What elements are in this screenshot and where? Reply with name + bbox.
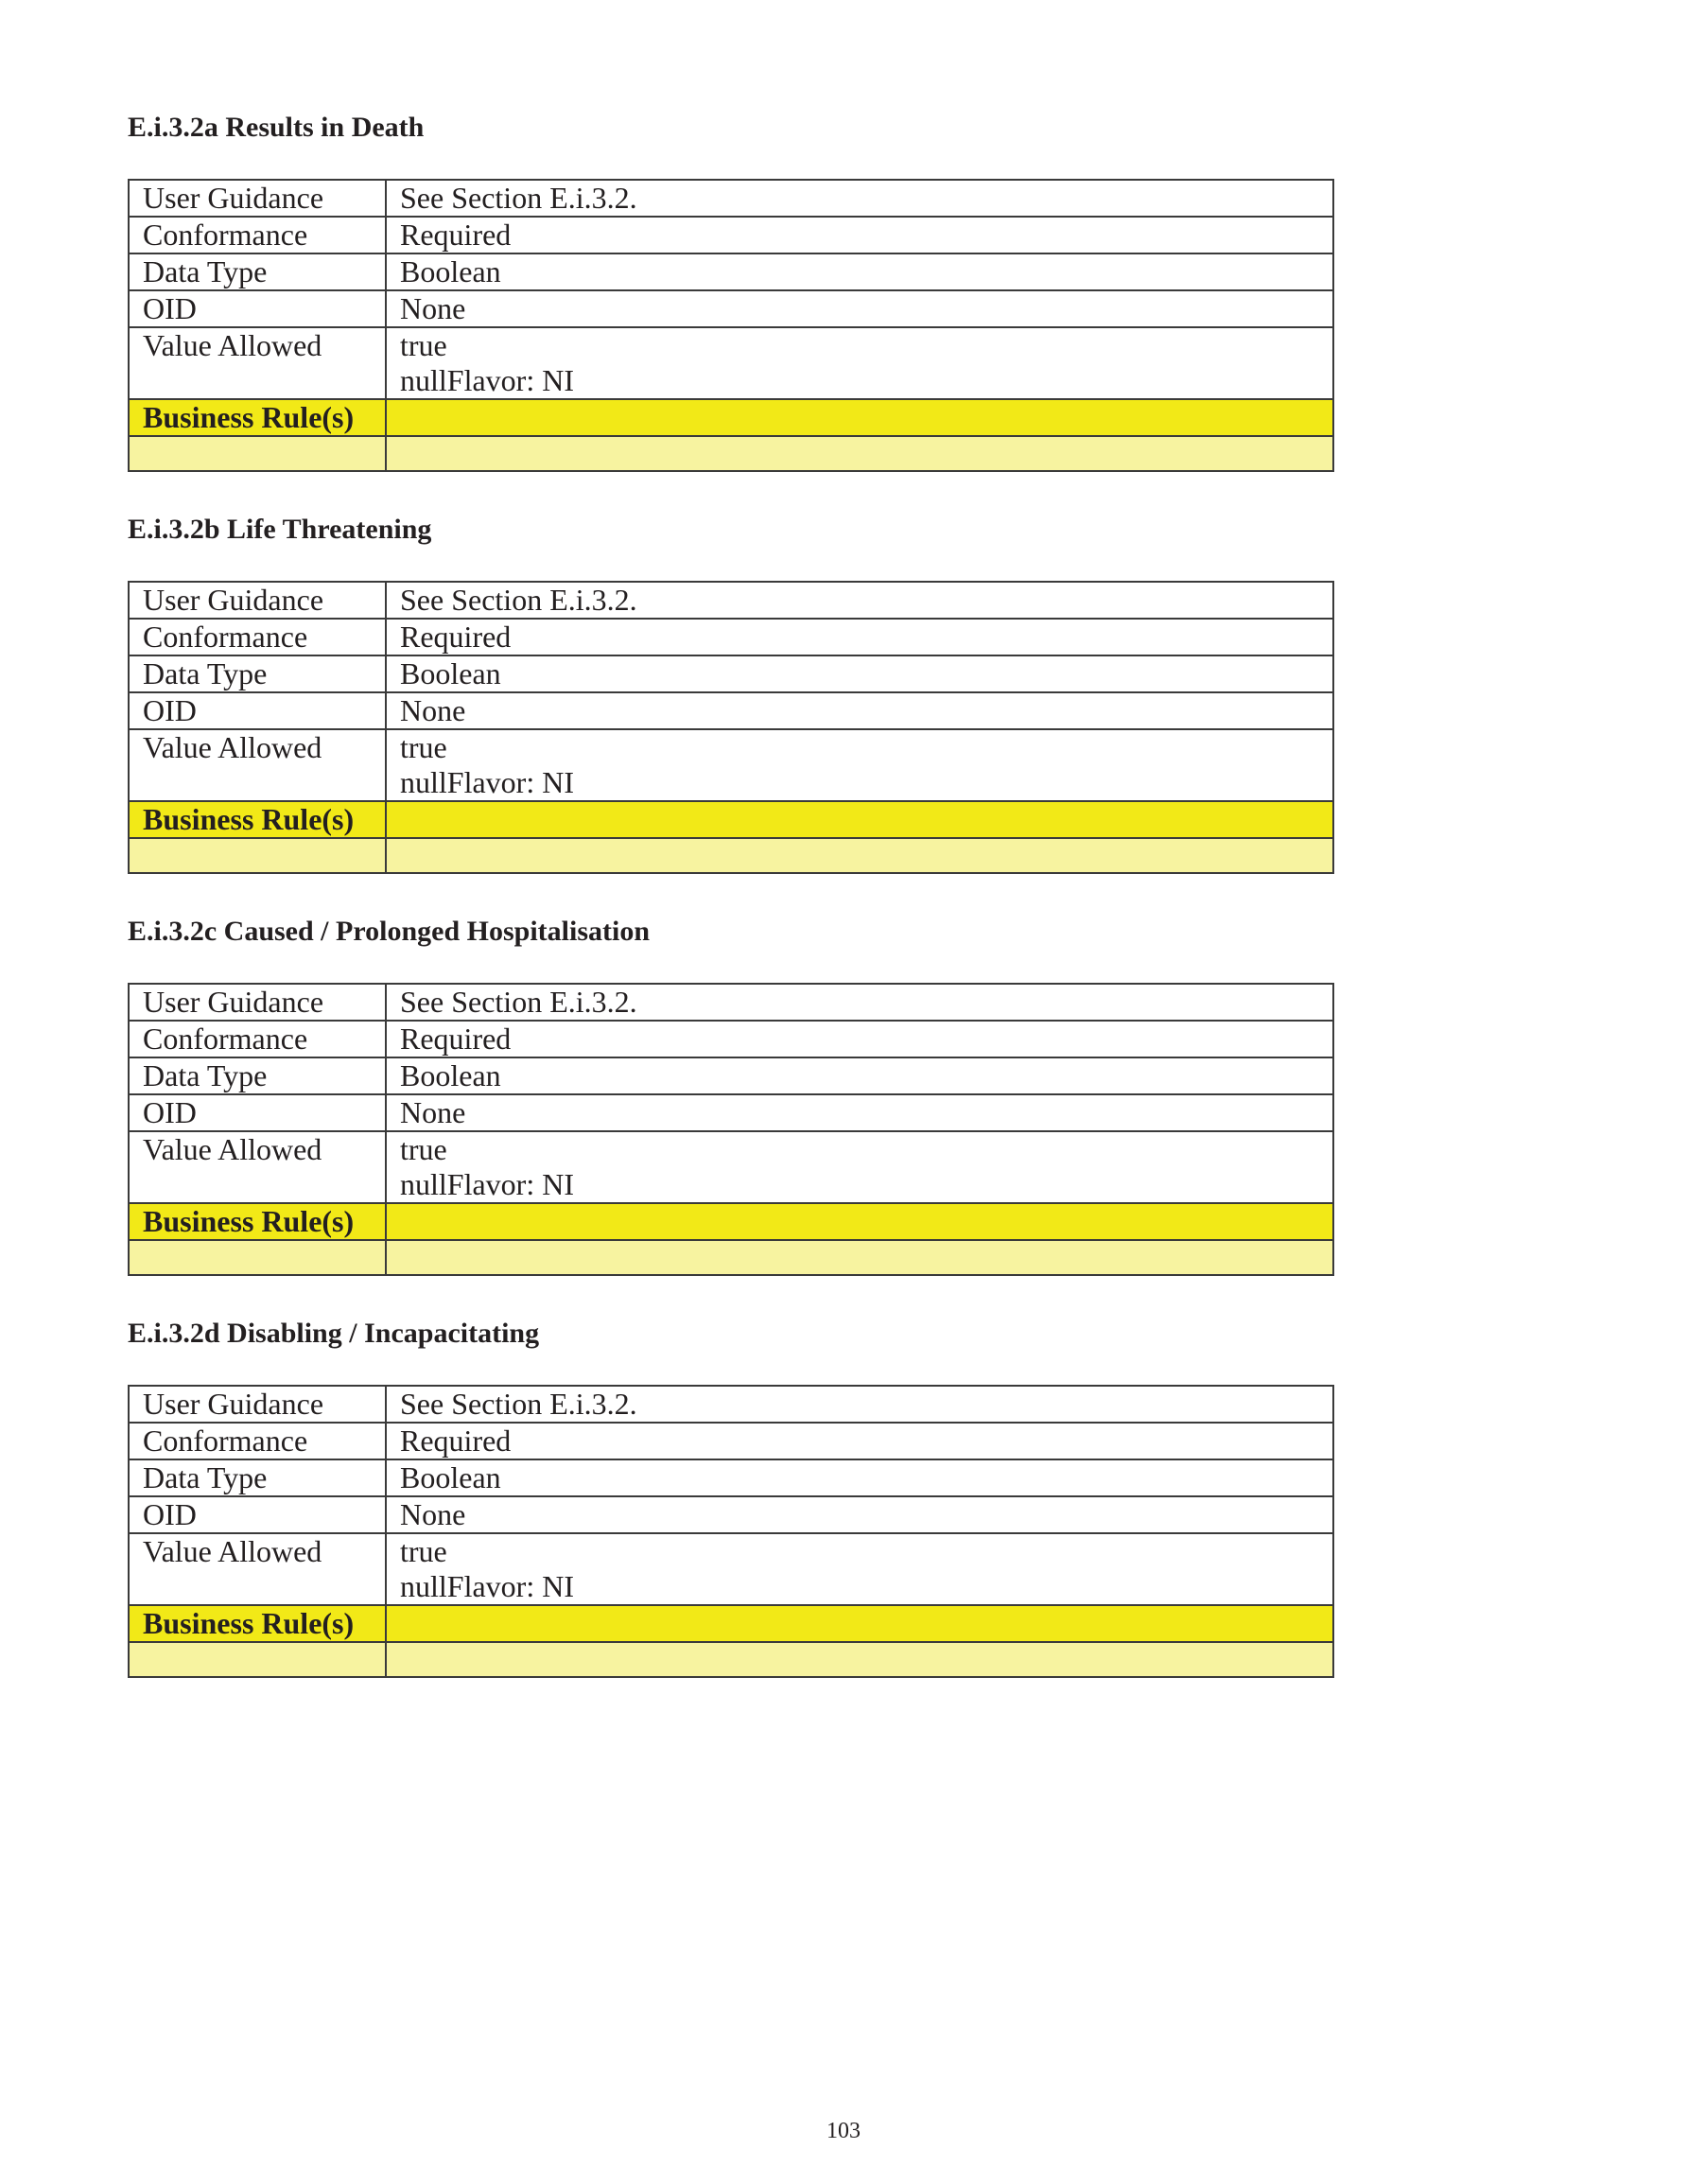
table-row-data-type: [129, 655, 1333, 692]
business-rules-header-cell: [386, 801, 1333, 838]
row-value: See Section E.i.3.2.: [386, 1386, 1333, 1423]
allowed-value: nullFlavor: NI: [400, 1569, 574, 1603]
business-rules-empty-cell: [386, 1240, 1333, 1275]
table-row-business-rules-content: [129, 436, 1333, 471]
allowed-value: true: [400, 1534, 447, 1568]
row-label: Conformance: [129, 619, 386, 655]
table-row-value-allowed: [129, 729, 1333, 801]
section-heading: E.i.3.2d Disabling / Incapacitating: [128, 1318, 540, 1349]
business-rules-label: Business Rule(s): [129, 399, 386, 436]
row-value: None: [386, 1094, 1333, 1131]
row-label: Value Allowed: [129, 1533, 386, 1605]
row-value: Boolean: [386, 1459, 1333, 1496]
allowed-value: nullFlavor: NI: [400, 765, 574, 799]
field-specification-table: [128, 179, 1334, 472]
table-row-oid: [129, 1496, 1333, 1533]
row-label: Value Allowed: [129, 1131, 386, 1203]
table-row-business-rules-header: [129, 1605, 1333, 1642]
business-rules-header-cell: [386, 1605, 1333, 1642]
table-row-conformance: [129, 217, 1333, 253]
table-row-oid: [129, 290, 1333, 327]
row-value: See Section E.i.3.2.: [386, 582, 1333, 619]
row-label: Data Type: [129, 655, 386, 692]
row-label: User Guidance: [129, 582, 386, 619]
row-label: Data Type: [129, 1057, 386, 1094]
table-row-business-rules-header: [129, 1203, 1333, 1240]
business-rules-header-cell: [386, 399, 1333, 436]
row-value: [386, 1533, 1333, 1605]
section-results-in-death: [128, 106, 1329, 434]
row-label: Value Allowed: [129, 729, 386, 801]
row-value: Boolean: [386, 1057, 1333, 1094]
business-rules-empty-cell: [386, 838, 1333, 873]
table-row-business-rules-header: [129, 399, 1333, 436]
row-value: None: [386, 692, 1333, 729]
row-label: Data Type: [129, 253, 386, 290]
table-row-conformance: [129, 1021, 1333, 1057]
section-heading: E.i.3.2a Results in Death: [128, 112, 425, 143]
section-heading: E.i.3.2c Caused / Prolonged Hospitalisation: [128, 916, 651, 947]
row-value: See Section E.i.3.2.: [386, 180, 1333, 217]
row-label: OID: [129, 290, 386, 327]
table-row-oid: [129, 1094, 1333, 1131]
row-value: Required: [386, 619, 1333, 655]
table-row-data-type: [129, 1057, 1333, 1094]
row-label: User Guidance: [129, 1386, 386, 1423]
table-row-data-type: [129, 1459, 1333, 1496]
row-label: Conformance: [129, 217, 386, 253]
row-label: Conformance: [129, 1021, 386, 1057]
allowed-value: true: [400, 328, 447, 362]
allowed-value: true: [400, 730, 447, 764]
row-value: [386, 327, 1333, 399]
business-rules-empty-cell: [129, 838, 386, 873]
field-specification-table: [128, 581, 1334, 874]
row-label: User Guidance: [129, 984, 386, 1021]
field-specification-table: [128, 983, 1334, 1276]
business-rules-label: Business Rule(s): [129, 1203, 386, 1240]
row-label: User Guidance: [129, 180, 386, 217]
table-row-business-rules-header: [129, 801, 1333, 838]
table-row-user-guidance: [129, 180, 1333, 217]
row-value: Boolean: [386, 253, 1333, 290]
row-value: Required: [386, 1021, 1333, 1057]
row-value: Required: [386, 217, 1333, 253]
table-row-value-allowed: [129, 1533, 1333, 1605]
section-life-threatening: [128, 508, 1329, 836]
row-value: Required: [386, 1423, 1333, 1459]
business-rules-empty-cell: [129, 1240, 386, 1275]
row-value: None: [386, 1496, 1333, 1533]
table-row-user-guidance: [129, 984, 1333, 1021]
business-rules-label: Business Rule(s): [129, 801, 386, 838]
section-heading: E.i.3.2b Life Threatening: [128, 514, 432, 545]
business-rules-label: Business Rule(s): [129, 1605, 386, 1642]
allowed-value: nullFlavor: NI: [400, 363, 574, 397]
table-row-oid: [129, 692, 1333, 729]
table-row-conformance: [129, 619, 1333, 655]
table-row-user-guidance: [129, 582, 1333, 619]
table-row-user-guidance: [129, 1386, 1333, 1423]
field-specification-table: [128, 1385, 1334, 1678]
table-row-value-allowed: [129, 327, 1333, 399]
row-value: Boolean: [386, 655, 1333, 692]
business-rules-empty-cell: [386, 1642, 1333, 1677]
section-caused-prolonged-hospitalisation: [128, 910, 1329, 1238]
business-rules-empty-cell: [386, 436, 1333, 471]
row-value: See Section E.i.3.2.: [386, 984, 1333, 1021]
table-row-business-rules-content: [129, 1240, 1333, 1275]
table-row-business-rules-content: [129, 1642, 1333, 1677]
table-row-conformance: [129, 1423, 1333, 1459]
row-label: OID: [129, 692, 386, 729]
business-rules-empty-cell: [129, 436, 386, 471]
row-label: OID: [129, 1094, 386, 1131]
business-rules-header-cell: [386, 1203, 1333, 1240]
section-disabling-incapacitating: [128, 1312, 1329, 1640]
row-label: OID: [129, 1496, 386, 1533]
table-row-data-type: [129, 253, 1333, 290]
business-rules-empty-cell: [129, 1642, 386, 1677]
row-value: [386, 1131, 1333, 1203]
row-label: Value Allowed: [129, 327, 386, 399]
row-value: None: [386, 290, 1333, 327]
table-row-value-allowed: [129, 1131, 1333, 1203]
allowed-value: nullFlavor: NI: [400, 1167, 574, 1201]
allowed-value: true: [400, 1132, 447, 1166]
row-label: Conformance: [129, 1423, 386, 1459]
row-value: [386, 729, 1333, 801]
page-number: 103: [826, 2119, 861, 2143]
table-row-business-rules-content: [129, 838, 1333, 873]
row-label: Data Type: [129, 1459, 386, 1496]
